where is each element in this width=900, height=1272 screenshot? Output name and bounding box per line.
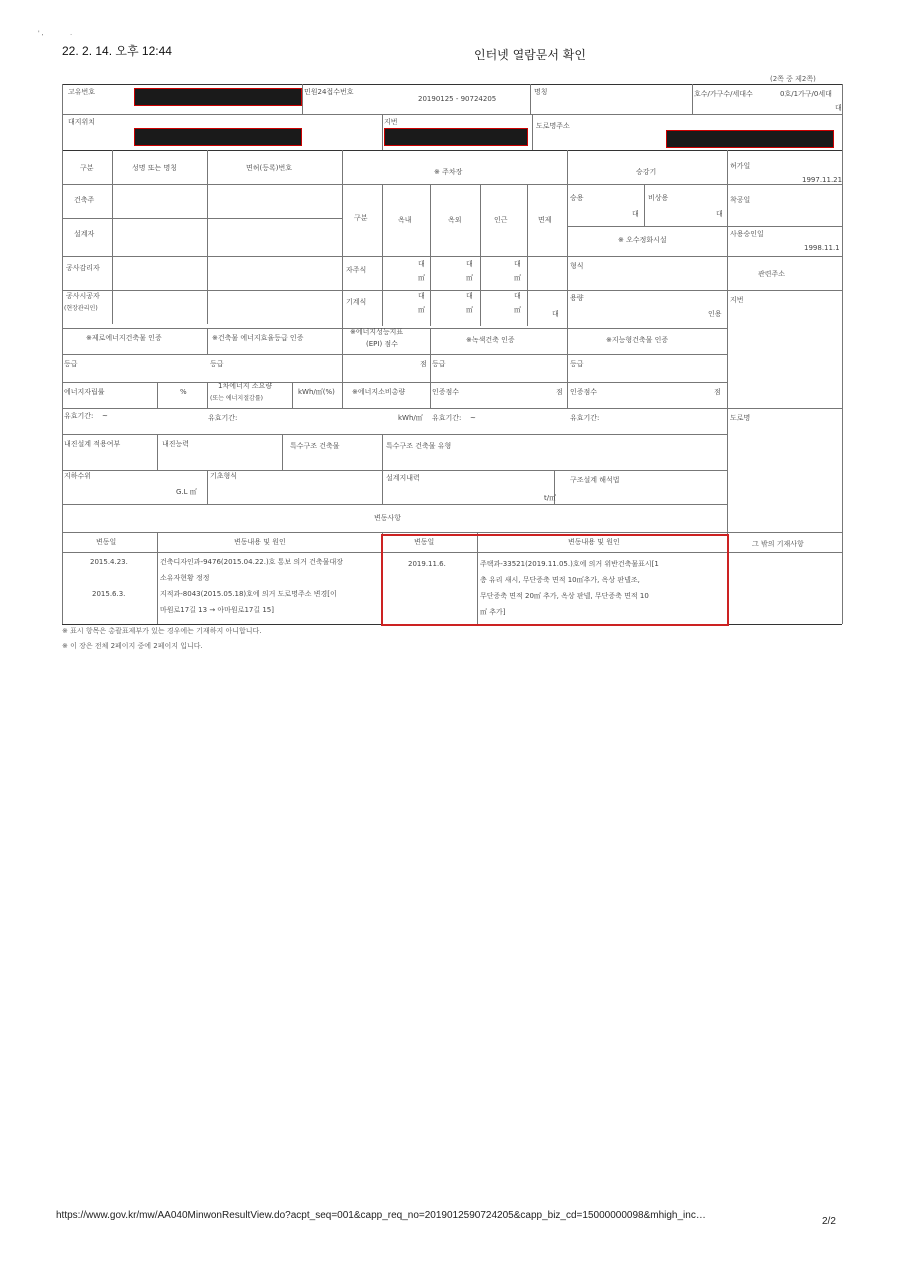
unit: 대 <box>514 260 521 268</box>
unit: ㎡ <box>514 274 521 282</box>
unit: ㎡ <box>514 306 521 314</box>
energy-self-label: 에너지자립률 <box>64 388 105 396</box>
col-elevator: 승강기 <box>636 168 657 176</box>
points-label: 점 <box>556 388 563 396</box>
groundwater-label: 지하수위 <box>64 472 92 480</box>
change-date: 2015.6.3. <box>92 590 126 598</box>
change-date: 2019.11.6. <box>408 560 446 568</box>
lot-label: 지번 <box>384 118 398 126</box>
validity-label: 유효기간: <box>64 412 94 420</box>
use-approval-label: 사용승인일 <box>730 230 764 238</box>
note-summary: ※ 표시 항목은 총괄표제부가 있는 경우에는 기재하지 아니합니다. <box>62 627 262 635</box>
units-label: 호수/가구수/세대수 <box>694 90 753 98</box>
page-count: (2쪽 중 제2쪽) <box>770 75 816 83</box>
unit: ㎡ <box>466 306 473 314</box>
unit: 대 <box>418 292 425 300</box>
label-contractor: 공사시공자 <box>66 292 100 300</box>
grade-label: 등급 <box>64 360 78 368</box>
unit: 대 <box>632 210 639 218</box>
permit-date: 1997.11.21 <box>802 176 843 184</box>
col-change-date: 변동일 <box>96 538 117 546</box>
unit: ㎡ <box>418 274 425 282</box>
points-label: 점 <box>420 360 427 368</box>
redacted-lot <box>384 128 528 146</box>
bearing-unit: t/㎡ <box>544 494 557 502</box>
label-supervisor: 공사감리자 <box>66 264 100 272</box>
special-type: 특수구조 건축물 유형 <box>386 442 452 450</box>
cert-epi-2: (EPI) 점수 <box>366 340 398 348</box>
change-line: 지적과-8043(2015.05.18)호에 의거 도로명주소 변경[이 <box>160 590 337 598</box>
cert-green: ※제로에너지건축물 인증 <box>86 334 162 342</box>
validity-label: 유효기간: <box>208 414 238 422</box>
cert-smart: ※지능형건축물 인증 <box>606 336 669 344</box>
col-name: 성명 또는 명칭 <box>132 164 178 172</box>
unit: ㎡ <box>466 274 473 282</box>
road-width-label: 도로명 <box>730 414 751 422</box>
cert-green-bldg: ※녹색건축 인증 <box>466 336 515 344</box>
cert-epi-1: ※에너지성능지표 <box>350 328 404 336</box>
special-structure: 특수구조 건축물 <box>290 442 340 450</box>
note-pages: ※ 이 장은 전체 2페이지 중에 2페이지 입니다. <box>62 642 203 650</box>
units-value: 0호/1가구/0세대 <box>780 90 832 98</box>
scan-speck: ' , . <box>38 30 73 37</box>
redacted-road-address <box>666 130 834 148</box>
tilde: ~ <box>470 414 476 422</box>
energy-consumption: ※에너지소비총량 <box>352 388 406 396</box>
cert-score-label: 인증점수 <box>432 388 460 396</box>
seismic-label: 내진설계 적용여부 <box>64 440 121 448</box>
document-title: 인터넷 열람문서 확인 <box>474 48 586 62</box>
road-address-label: 도로명주소 <box>536 122 570 130</box>
percent-unit: % <box>180 388 187 396</box>
redacted-address <box>134 128 302 146</box>
source-url: https://www.gov.kr/mw/AA040MinwonResultView.do?acpt_seq=001&capp_req_no=2019012590724205&capp_biz_cd=15000000098&mhigh_inc… <box>56 1210 706 1221</box>
unique-no-label: 고유번호 <box>68 88 96 96</box>
unit: 대 <box>514 292 521 300</box>
seismic-cap: 내진능력 <box>162 440 190 448</box>
cert-score-label: 인증점수 <box>570 388 598 396</box>
unit: 대 <box>466 292 473 300</box>
change-date: 2015.4.23. <box>90 558 128 566</box>
change-line: 건축디자인과-9476(2015.04.22.)호 통보 의거 건축물대장 <box>160 558 343 566</box>
points-label: 점 <box>714 388 721 396</box>
parking-indoor: 옥내 <box>398 216 412 224</box>
elevator-passenger: 승용 <box>570 194 584 202</box>
unit: ㎡ <box>418 306 425 314</box>
label-designer: 설계자 <box>74 230 95 238</box>
change-line: 무단증축 면적 20㎡ 추가, 옥상 판넬, 무단증축 면적 10 <box>480 592 649 600</box>
col-license: 면허(등록)번호 <box>246 164 293 172</box>
page-number: 2/2 <box>822 1216 836 1227</box>
foundation-label: 기초형식 <box>210 472 238 480</box>
sewage-label: ※ 오수정화시설 <box>618 236 667 244</box>
parking-outdoor: 옥외 <box>448 216 462 224</box>
design-bearing-label: 설계지내력 <box>386 474 420 482</box>
col-change-date-2: 변동일 <box>414 538 435 546</box>
col-change-detail-2: 변동내용 및 원인 <box>568 538 620 546</box>
validity-label: 유효기간: <box>570 414 600 422</box>
cert-energy-eff: ※건축물 에너지효율등급 인증 <box>212 334 304 342</box>
col-type: 구분 <box>80 164 94 172</box>
unit: 대 <box>716 210 723 218</box>
kwh-unit: kWh/㎡(%) <box>298 388 335 396</box>
col-parking: ※ 주차장 <box>434 168 463 176</box>
address-label: 대지위치 <box>68 118 96 126</box>
use-approval-date: 1998.11.1 <box>804 244 840 252</box>
tilde: ~ <box>102 412 108 420</box>
related-address: 관련주소 <box>758 270 786 278</box>
unit: 대 <box>466 260 473 268</box>
primary-energy-1: 1차에너지 소요량 <box>218 382 273 390</box>
validity-label: 유효기간: <box>432 414 462 422</box>
change-line: 소유자현황 정정 <box>160 574 210 582</box>
capacity-label: 용량 <box>570 294 584 302</box>
change-line: 마원로17길 13 → 아마원로17길 15] <box>160 606 274 614</box>
changes-title: 변동사항 <box>374 514 402 522</box>
grade-label: 등급 <box>432 360 446 368</box>
parking-mech: 기계식 <box>346 298 367 306</box>
highlighted-change-box <box>381 534 729 626</box>
parking-type: 구분 <box>354 214 368 222</box>
related-lot-label: 지번 <box>730 296 744 304</box>
structural-method: 구조설계 해석법 <box>570 476 620 484</box>
grade-label: 등급 <box>570 360 584 368</box>
primary-energy-2: (또는 에너지절감률) <box>210 395 263 402</box>
receipt-value: 20190125 - 90724205 <box>418 95 497 103</box>
change-line: ㎡ 추가] <box>480 608 506 616</box>
grade-label: 등급 <box>210 360 224 368</box>
elevator-emergency: 비상용 <box>648 194 669 202</box>
col-other-notes: 그 밖의 기재사항 <box>752 540 804 548</box>
kwh-m2-unit: kWh/㎡ <box>398 414 423 422</box>
print-datetime: 22. 2. 14. 오후 12:44 <box>62 44 172 58</box>
gl-unit: G.L ㎡ <box>176 488 197 496</box>
col-change-detail: 변동내용 및 원인 <box>234 538 286 546</box>
units-suffix: 대 <box>835 104 842 112</box>
name-label: 명칭 <box>534 88 548 96</box>
start-date-label: 착공일 <box>730 196 751 204</box>
parking-nearby: 인근 <box>494 216 508 224</box>
sewage-form-label: 형식 <box>570 262 584 270</box>
change-line: 층 유리 새시, 무단증축 면적 10㎡추가, 옥상 판넬조, <box>480 576 640 584</box>
capacity-unit: 인용 <box>708 310 722 318</box>
redacted-unique-no <box>134 88 302 106</box>
label-owner: 건축주 <box>74 196 95 204</box>
unit: 대 <box>552 310 559 318</box>
permit-date-label: 허가일 <box>730 162 751 170</box>
change-line: 주택과-33521(2019.11.05.)호에 의거 위반건축물표시[1 <box>480 560 659 568</box>
unit: 대 <box>418 260 425 268</box>
parking-exempt: 면제 <box>538 216 552 224</box>
label-contractor-sub: (현장관리인) <box>64 305 98 312</box>
receipt-label: 민원24접수번호 <box>304 88 354 96</box>
parking-self: 자주식 <box>346 266 367 274</box>
